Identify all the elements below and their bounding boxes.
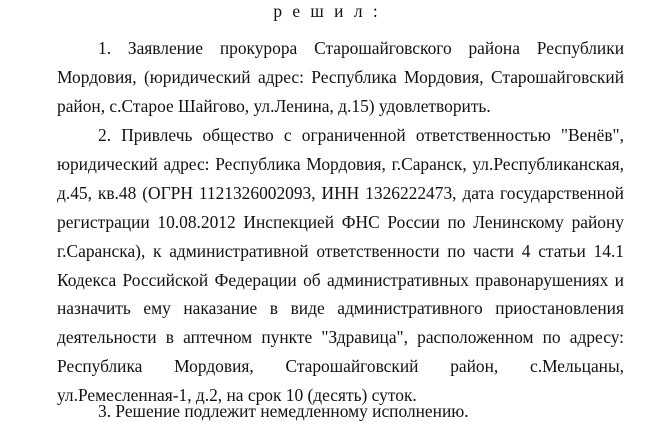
paragraph-3: 3. Решение подлежит немедленному исполнению. bbox=[98, 401, 469, 421]
paragraph-2: 2. Привлечь общество с ограниченной ответственностью "Венёв", юридический адрес: Республика Мордовия, г.Саранск, ул.Республиканская, д.45, кв.48 (ОГРН 1121326002093, ИНН 1326222473, дата государственной регистрации 10.08.2012 Инспекцией ФНС России по Ленинскому району г.Саранска), к административной ответственности по части 4 статьи 14.1 Кодекса Российской Федерации об административных правонарушениях и назначить ему наказание в виде административного приостановления деятельности в аптечном пункте "Здравица", расположенном по адресу: Республика Мордовия, Старошайговский район, с.Мельцаны, ул.Ремесленная-1, д.2, на срок 10 (десять) суток. bbox=[57, 125, 624, 406]
decision-heading: р е ш и л : bbox=[273, 1, 381, 21]
paragraph-1: 1. Заявление прокурора Старошайговского района Республики Мордовия, (юридический адрес: Республика Мордовия, Старошайговский район, с.Старое Шайгово, ул.Ленина, д.15) удовлетворить. bbox=[57, 38, 624, 116]
